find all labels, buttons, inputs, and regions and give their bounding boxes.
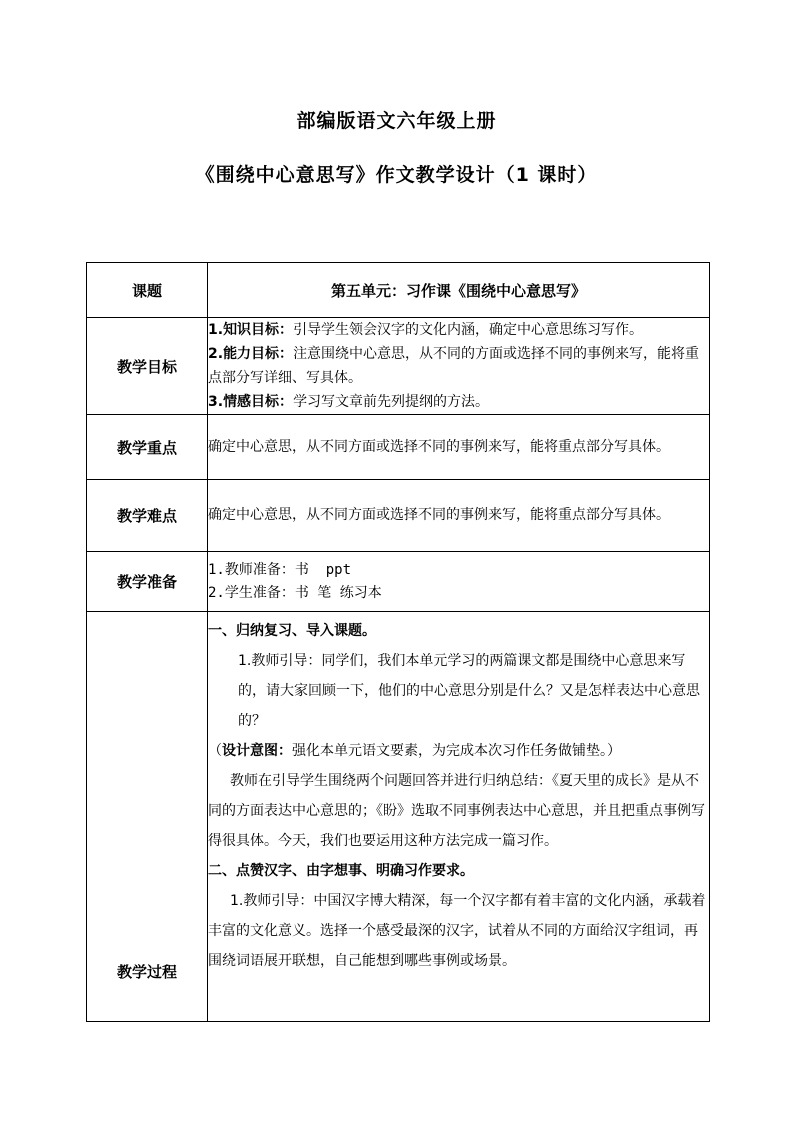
preparation-item-teacher: 1.教师准备：书 ppt xyxy=(208,561,352,578)
section1-paragraph-2: 教师在引导学生围绕两个问题回答并进行归纳总结：《夏天里的成长》是从不同的方面表达中心意思的；《盼》选取不同事例表达中心意思，并且把重点事例写得很具体。今天，我们也要运用这种方法完成一篇习作。 xyxy=(208,773,705,849)
goal-2-head: 能力目标： xyxy=(223,346,294,362)
preparation-item-student: 2.学生准备：书 笔 练习本 xyxy=(208,584,382,601)
design-open-paren: （ xyxy=(208,743,222,759)
section2-paragraph-1: 1.教师引导：中国汉字博大精深，每一个汉字都有着丰富的文化内涵，承载着丰富的文化意义。选择一个感受最深的汉字，试着从不同的方面给汉字组词，再围绕词语展开联想，自己能想到哪些事例或场景。 xyxy=(208,893,706,969)
difficulties-value: 确定中心意思，从不同方面或选择不同的事例来写，能将重点部分写具体。 xyxy=(208,480,710,552)
process-label: 教学过程 xyxy=(87,612,208,1022)
design-close-paren: ） xyxy=(607,743,621,759)
section2-title: 二、点赞汉字、由字想事、明确习作要求。 xyxy=(208,863,474,879)
goal-1-head: 知识目标： xyxy=(223,322,294,338)
goal-2-num: 2. xyxy=(208,346,224,362)
goal-item-1 xyxy=(208,318,709,342)
process-content xyxy=(208,612,710,1022)
difficulties-label: 教学难点 xyxy=(87,480,208,552)
goal-item-3 xyxy=(208,390,709,414)
row-process xyxy=(87,612,710,1022)
row-preparation xyxy=(87,552,710,612)
design-intent xyxy=(208,736,709,766)
goal-1-text: 引导学生领会汉字的文化内涵，确定中心意思练习写作。 xyxy=(293,322,644,338)
lesson-plan-table xyxy=(86,262,710,1022)
row-topic xyxy=(87,263,710,318)
topic-value: 第五单元：习作课《围绕中心意思写》 xyxy=(208,263,710,318)
goals-label: 教学目标 xyxy=(87,318,208,415)
row-key-points xyxy=(87,415,710,480)
goal-3-num: 3. xyxy=(208,394,224,410)
preparation-content xyxy=(208,552,710,612)
key-points-value: 确定中心意思，从不同方面或选择不同的事例来写，能将重点部分写具体。 xyxy=(208,415,710,480)
design-intent-head: 设计意图： xyxy=(222,743,292,759)
goals-content xyxy=(208,318,710,415)
goal-item-2 xyxy=(208,342,709,390)
topic-label: 课题 xyxy=(87,263,208,318)
row-difficulties xyxy=(87,480,710,552)
goal-1-num: 1. xyxy=(208,322,224,338)
section1-title: 一、归纳复习、导入课题。 xyxy=(208,623,376,639)
preparation-label: 教学准备 xyxy=(87,552,208,612)
document-subtitle: 《围绕中心意思写》作文教学设计（1 课时） xyxy=(195,164,598,186)
section1-paragraph-1: 1.教师引导：同学们，我们本单元学习的两篇课文都是围绕中心意思来写的，请大家回顾一下，他们的中心意思分别是什么？又是怎样表达中心意思的？ xyxy=(238,653,700,729)
row-goals xyxy=(87,318,710,415)
goal-2-text: 注意围绕中心意思，从不同的方面或选择不同的事例来写，能将重点部分写详细、写具体。 xyxy=(208,346,700,386)
design-intent-text: 强化本单元语文要素，为完成本次习作任务做铺垫。 xyxy=(292,743,607,759)
goal-3-head: 情感目标： xyxy=(223,394,294,410)
goal-3-text: 学习写文章前先列提纲的方法。 xyxy=(293,394,490,410)
document-title: 部编版语文六年级上册 xyxy=(296,110,497,132)
key-points-label: 教学重点 xyxy=(87,415,208,480)
